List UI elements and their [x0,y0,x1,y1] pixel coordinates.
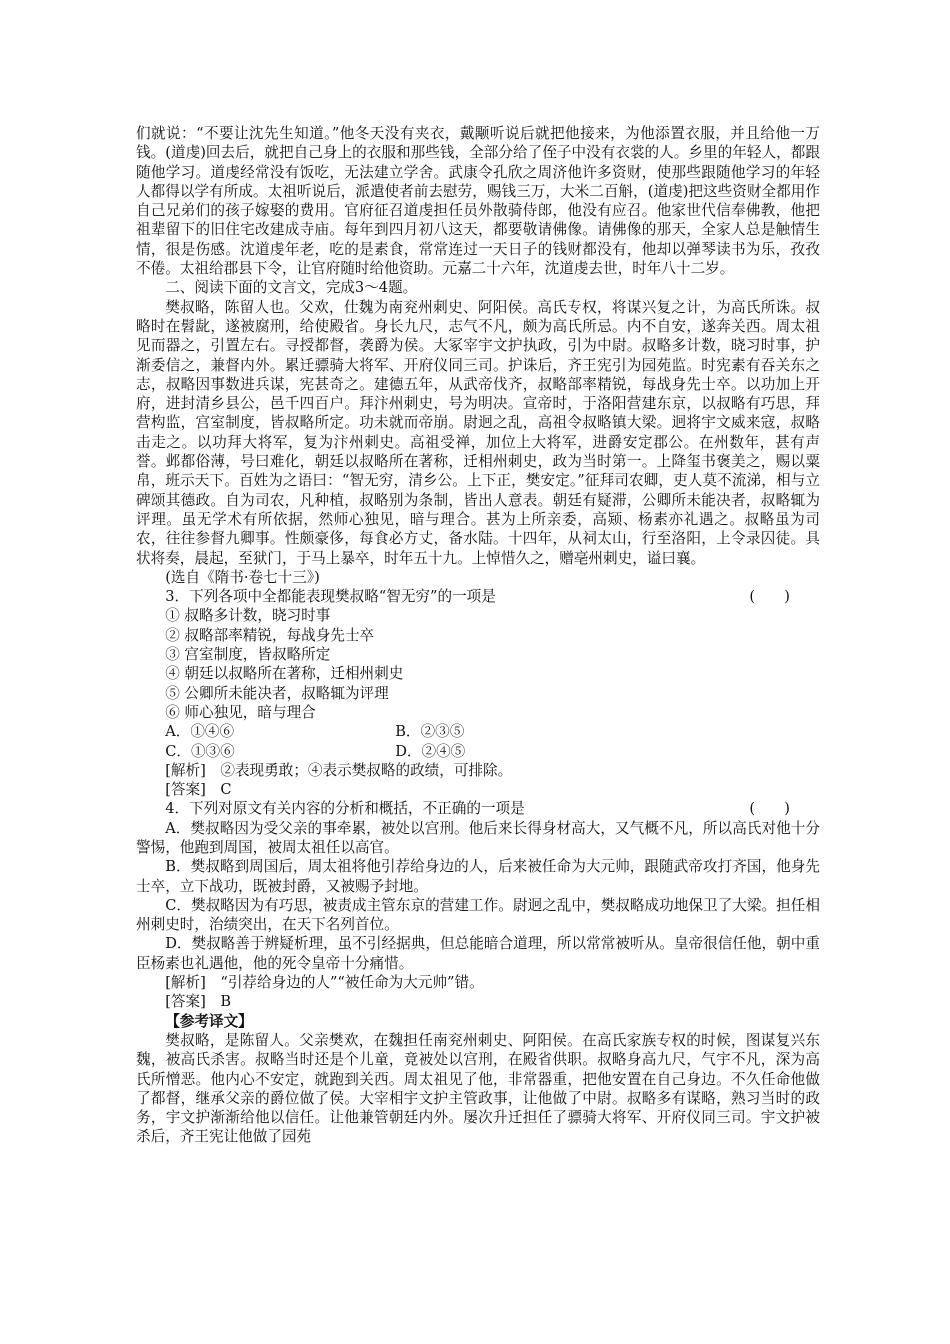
question-4-stem: 4．下列对原文有关内容的分析和概括，不正确的一项是 ( ) [165,800,790,818]
q3-option-b: B．②③⑤ [395,723,465,741]
q3-options-row [136,742,820,761]
q4-answer: [答案] B [165,993,232,1011]
passage1-tail: 们就说：“不要让沈先生知道。”他冬天没有夹衣，戴颙听说后就把他接来，为他添置衣服，并且给他一万钱。(道虔)回去后，就把自己身上的衣服和那些钱，全部分给了侄子中没有衣裳的人。乡里的年轻人，都跟随他学习。道虔经常没有饭吃，无法建立学舍。武康令孔欣之周济他许多资财，使那些跟随他学习的年轻人都得以学有所成。太祖听说后，派遣使者前去慰劳，赐钱三万，大米二百斛，(道虔)把这些资财全都用作自己兄弟们的孩子嫁娶的费用。官府征召道虔担任员外散骑侍郎，他没有应召。他家世代信奉佛教，他把祖辈留下的旧住宅改建成寺庙。每年到四月初八这天，都要敬请佛像。请佛像的那天，全家人总是触情生情，很是伤感。沈道虔年老，吃的是素食，常常连过一天日子的钱财都没有，他却以弹琴读书为乐，孜孜不倦。太祖给郡县下令，让官府随时给他资助。元嘉二十六年，沈道虔去世，时年八十二岁。 [136,125,820,278]
q4-option-d: D．樊叔略善于辨疑析理，虽不引经据典，但总能暗合道理，所以常常被听从。皇帝很信任他，朝中重臣杨素也礼遇他，他的死令皇帝十分痛惜。 [136,935,820,972]
q3-option-d: D．②④⑤ [395,742,466,760]
reference-translation-title: 【参考译文】 [165,1012,253,1030]
q3-item: ② 叔略部率精锐，每战身先士卒 [165,626,375,644]
q3-option-a: A．①④⑥ [165,723,235,741]
q3-item: ③ 宫室制度，皆叔略所定 [165,646,331,664]
question-3-stem: 3．下列各项中全都能表现樊叔略“智无穷”的一项是 ( ) [165,588,790,606]
classical-text: 樊叔略，陈留人也。父欢，仕魏为南兖州刺史、阿阳侯。高氏专权，将谋兴复之计，为高氏所诛。叔略时在髫龀，遂被腐刑，给使殿省。身长九尺，志气不凡，颇为高氏所忌。内不自安，遂奔关西。周太祖见而器之，引置左右。寻授都督，袭爵为侯。大冢宰宇文护执政，引为中尉。叔略多计数，晓习时事，护渐委信之，兼督内外。累迁骠骑大将军、开府仪同三司。护诛后，齐王宪引为园苑监。时宪素有吞关东之志，叔略因事数进兵谋，宪甚奇之。建德五年，从武帝伐齐，叔略部率精锐，每战身先士卒。以功加上开府，进封清乡县公，邑千四百户。拜汴州刺史，号为明决。宣帝时，于洛阳营建东京，以叔略有巧思，拜营构监，宫室制度，皆叔略所定。功未就而帝崩。尉迥之乱，高祖令叔略镇大梁。迥将宇文威来寇，叔略击走之。以功拜大将军，复为汴州刺史。高祖受禅，加位上大将军，进爵安定郡公。在州数年，甚有声誉。邺都俗薄，号曰难化，朝廷以叔略所在著称，迁相州刺史，政为当时第一。上降玺书褒美之，赐以粟帛，班示天下。百姓为之语曰：“智无穷，清乡公。上下正，樊安定。”征拜司农卿，吏人莫不流涕，相与立碑颂其德政。自为司农，凡种植，叔略别为条制，皆出人意表。朝廷有疑滞，公卿所未能决者，叔略辄为评理。虽无学术有所依据，然师心独见，暗与理合。甚为上所亲委，高颎、杨素亦礼遇之。叔略虽为司农，往往参督九卿事。性颇豪侈，每食必方丈，备水陆。十四年，从祠太山，行至洛阳，上令录囚徒。具状将奏，晨起，至狱门，于马上暴卒，时年五十九。上悼惜久之，赠亳州刺史，谥曰襄。 [136,298,820,567]
q4-option-b: B．樊叔略到周国后，周太祖将他引荐给身边的人，后来被任命为大元帅，跟随武帝攻打齐国，他身先士卒，立下战功，既被封爵，又被赐予封地。 [136,858,820,895]
q3-item: ④ 朝廷以叔略所在著称，迁相州刺史 [165,665,404,683]
q4-analysis: [解析] “引荐给身边的人”“被任命为大元帅”错。 [165,974,484,992]
q3-item: ⑥ 师心独见，暗与理合 [165,703,316,721]
q4-option-a: A．樊叔略因为受父亲的事牵累，被处以宫刑。他后来长得身材高大，又气概不凡，所以高氏对他十分警惕，他跑到周国，被周太祖任以高官。 [136,819,820,856]
q3-item: ⑤ 公卿所未能决者，叔略辄为评理 [165,684,389,702]
q3-options-row [136,722,820,741]
q3-item: ① 叔略多计数，晓习时事 [165,607,331,625]
section2-title: 二、阅读下面的文言文，完成3～4题。 [165,279,418,297]
q4-option-c: C．樊叔略因为有巧思，被责成主管东京的营建工作。尉迥之乱中，樊叔略成功地保卫了大梁。担任相州刺史时，治绩突出，在天下名列首位。 [136,896,820,934]
q3-answer: [答案] C [165,781,232,799]
q3-analysis: [解析] ②表现勇敢；④表示樊叔略的政绩，可排除。 [165,761,513,779]
source-citation: (选自《隋书·卷七十三》) [165,568,320,586]
reference-translation: 樊叔略，是陈留人。父亲樊欢，在魏担任南兖州刺史、阿阳侯。在高氏家族专权的时候，图谋复兴东魏，被高氏杀害。叔略当时还是个儿童，竟被处以宫刑，在殿省供职。叔略身高九尺，气宇不凡，深为高氏所憎恶。他内心不安定，就跑到关西。周太祖见了他，非常器重，把他安置在自己身边。不久任命他做了都督，继承父亲的爵位做了侯。大宰相宇文护主管政事，让他做了中尉。叔略多有谋略，熟习当时的政务，宇文护渐渐给他以信任。让他兼管朝廷内外。屡次升迁担任了骠骑大将军、开府仪同三司。宇文护被杀后，齐王宪让他做了园苑 [136,1031,820,1146]
q3-option-c: C．①③⑥ [165,742,235,760]
document-page [136,124,820,1147]
answer-paren: ( ) [749,588,790,606]
answer-paren: ( ) [749,800,790,818]
